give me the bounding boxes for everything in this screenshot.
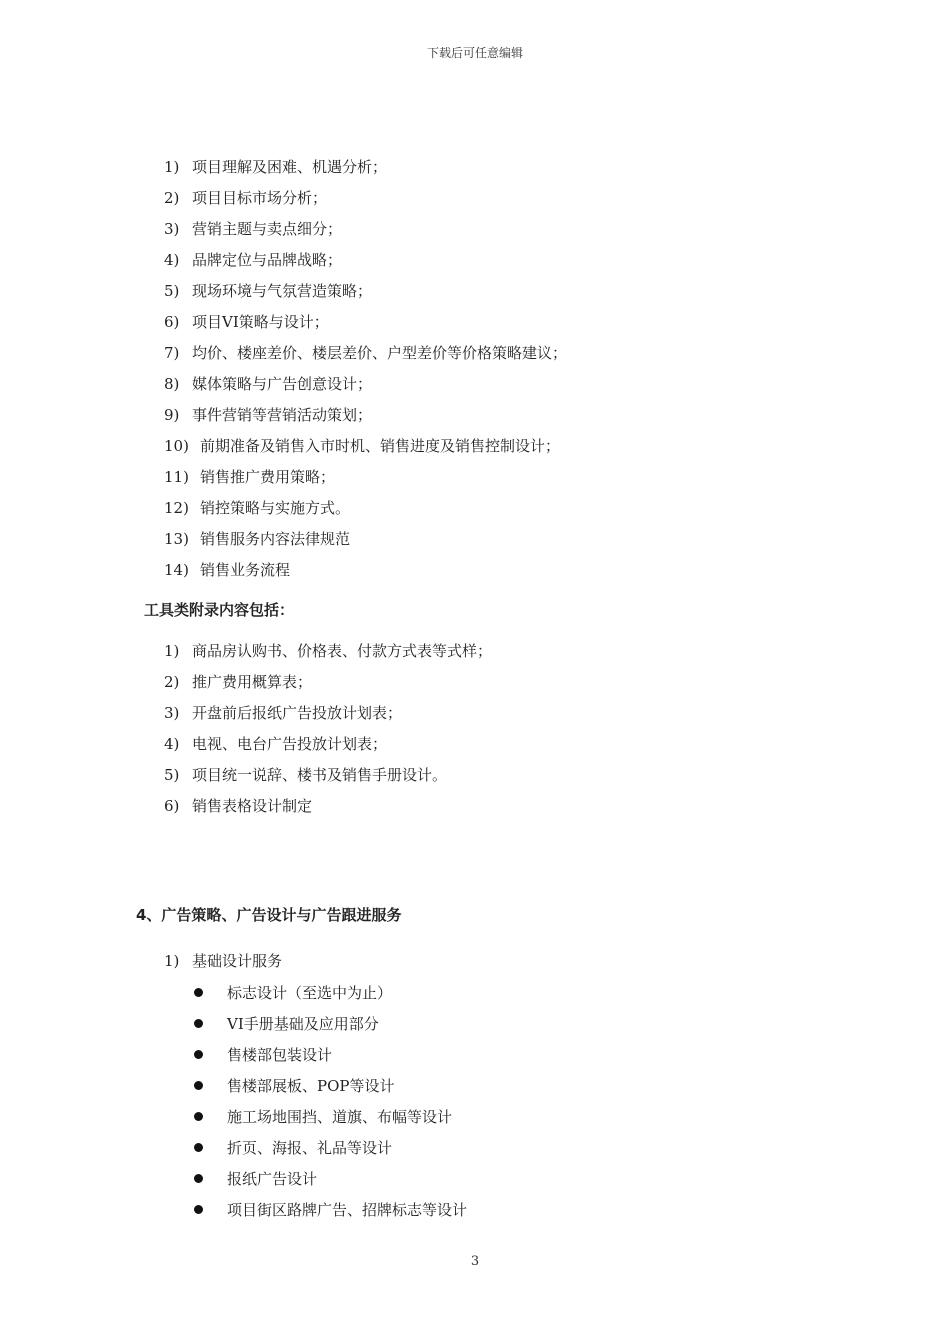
list-text: 项目理解及困难、机遇分析； <box>192 158 388 176</box>
list-item <box>164 497 350 519</box>
list-item <box>164 733 387 755</box>
bullet-text: 项目街区路牌广告、招牌标志等设计 <box>227 1201 468 1219</box>
bullet-dot-icon <box>194 1143 203 1152</box>
list-number: 2) <box>164 673 180 691</box>
list-text: 媒体策略与广告创意设计； <box>192 375 373 393</box>
list-text: 销售服务内容法律规范 <box>200 530 351 548</box>
bullet-text: 施工场地围挡、道旗、布幅等设计 <box>227 1108 453 1126</box>
list-number: 2) <box>164 189 180 207</box>
list-item <box>164 311 329 333</box>
list-number: 9) <box>164 406 180 424</box>
bullet-item <box>194 1044 332 1066</box>
list-text: 开盘前后报纸广告投放计划表； <box>192 704 403 722</box>
bullet-item <box>194 1013 379 1035</box>
list-text: 品牌定位与品牌战略； <box>192 251 343 269</box>
section-heading-tools: 工具类附录内容包括： <box>144 601 295 619</box>
list-number: 4) <box>164 735 180 753</box>
list-text: 销售推广费用策略； <box>200 468 336 486</box>
list-item <box>164 702 402 724</box>
list-text: 销控策略与实施方式。 <box>200 499 351 517</box>
list-text: 商品房认购书、价格表、付款方式表等式样； <box>192 642 493 660</box>
bullet-dot-icon <box>194 1174 203 1183</box>
list-number: 13) <box>164 530 189 548</box>
list-number: 1) <box>164 952 180 970</box>
bullet-item <box>194 1199 467 1221</box>
list-text: 事件营销等营销活动策划； <box>192 406 373 424</box>
bullet-text: 售楼部展板、POP等设计 <box>227 1077 395 1095</box>
list-text: 项目统一说辞、楼书及销售手册设计。 <box>192 766 448 784</box>
bullet-text: 标志设计（至选中为止） <box>227 984 393 1002</box>
list-item <box>164 466 335 488</box>
bullet-item <box>194 1168 317 1190</box>
list-number: 8) <box>164 375 180 393</box>
bullet-text: 报纸广告设计 <box>227 1170 318 1188</box>
list-item <box>164 404 372 426</box>
list-number: 10) <box>164 437 189 455</box>
list-item <box>164 795 312 817</box>
list-number: 5) <box>164 766 180 784</box>
list-item <box>164 671 312 693</box>
list-text: 营销主题与卖点细分； <box>192 220 343 238</box>
bullet-text: VI手册基础及应用部分 <box>227 1015 379 1033</box>
page-header: 下载后可任意编辑 <box>426 46 523 60</box>
page-number: 3 <box>470 1254 480 1269</box>
list-text: 基础设计服务 <box>192 952 283 970</box>
bullet-dot-icon <box>194 1205 203 1214</box>
bullet-item <box>194 1106 452 1128</box>
bullet-item <box>194 982 392 1004</box>
list-item <box>164 528 350 550</box>
bullet-item <box>194 1075 394 1097</box>
list-item <box>164 156 387 178</box>
list-item <box>164 280 372 302</box>
list-text: 销售表格设计制定 <box>192 797 313 815</box>
list-text: 均价、楼座差价、楼层差价、户型差价等价格策略建议； <box>192 344 568 362</box>
section-heading-4: 4、广告策略、广告设计与广告跟进服务 <box>136 906 402 924</box>
list-number: 12) <box>164 499 189 517</box>
list-item <box>164 187 327 209</box>
list-item <box>164 559 290 581</box>
list-number: 6) <box>164 797 180 815</box>
list-number: 3) <box>164 704 180 722</box>
list-text: 销售业务流程 <box>200 561 291 579</box>
list-number: 5) <box>164 282 180 300</box>
bullet-dot-icon <box>194 1050 203 1059</box>
list-number: 14) <box>164 561 189 579</box>
list-number: 4) <box>164 251 180 269</box>
list-item <box>164 640 492 662</box>
bullet-text: 折页、海报、礼品等设计 <box>227 1139 393 1157</box>
list-number: 7) <box>164 344 180 362</box>
list-text: 项目目标市场分析； <box>192 189 328 207</box>
list-number: 11) <box>164 468 189 486</box>
list-item <box>164 373 372 395</box>
list-text: 项目VI策略与设计； <box>192 313 329 331</box>
list-number: 6) <box>164 313 180 331</box>
list-text: 推广费用概算表； <box>192 673 313 691</box>
list-text: 前期准备及销售入市时机、销售进度及销售控制设计； <box>200 437 561 455</box>
list-item <box>164 249 342 271</box>
list-number: 1) <box>164 158 180 176</box>
list-number: 1) <box>164 642 180 660</box>
bullet-item <box>194 1137 392 1159</box>
list-item <box>164 218 342 240</box>
list-item <box>164 435 560 457</box>
bullet-dot-icon <box>194 1112 203 1121</box>
list-text: 电视、电台广告投放计划表； <box>192 735 388 753</box>
list-number: 3) <box>164 220 180 238</box>
bullet-text: 售楼部包装设计 <box>227 1046 333 1064</box>
bullet-dot-icon <box>194 988 203 997</box>
list-text: 现场环境与气氛营造策略； <box>192 282 373 300</box>
list-item <box>164 950 282 972</box>
bullet-dot-icon <box>194 1081 203 1090</box>
bullet-dot-icon <box>194 1019 203 1028</box>
list-item <box>164 764 447 786</box>
list-item <box>164 342 567 364</box>
